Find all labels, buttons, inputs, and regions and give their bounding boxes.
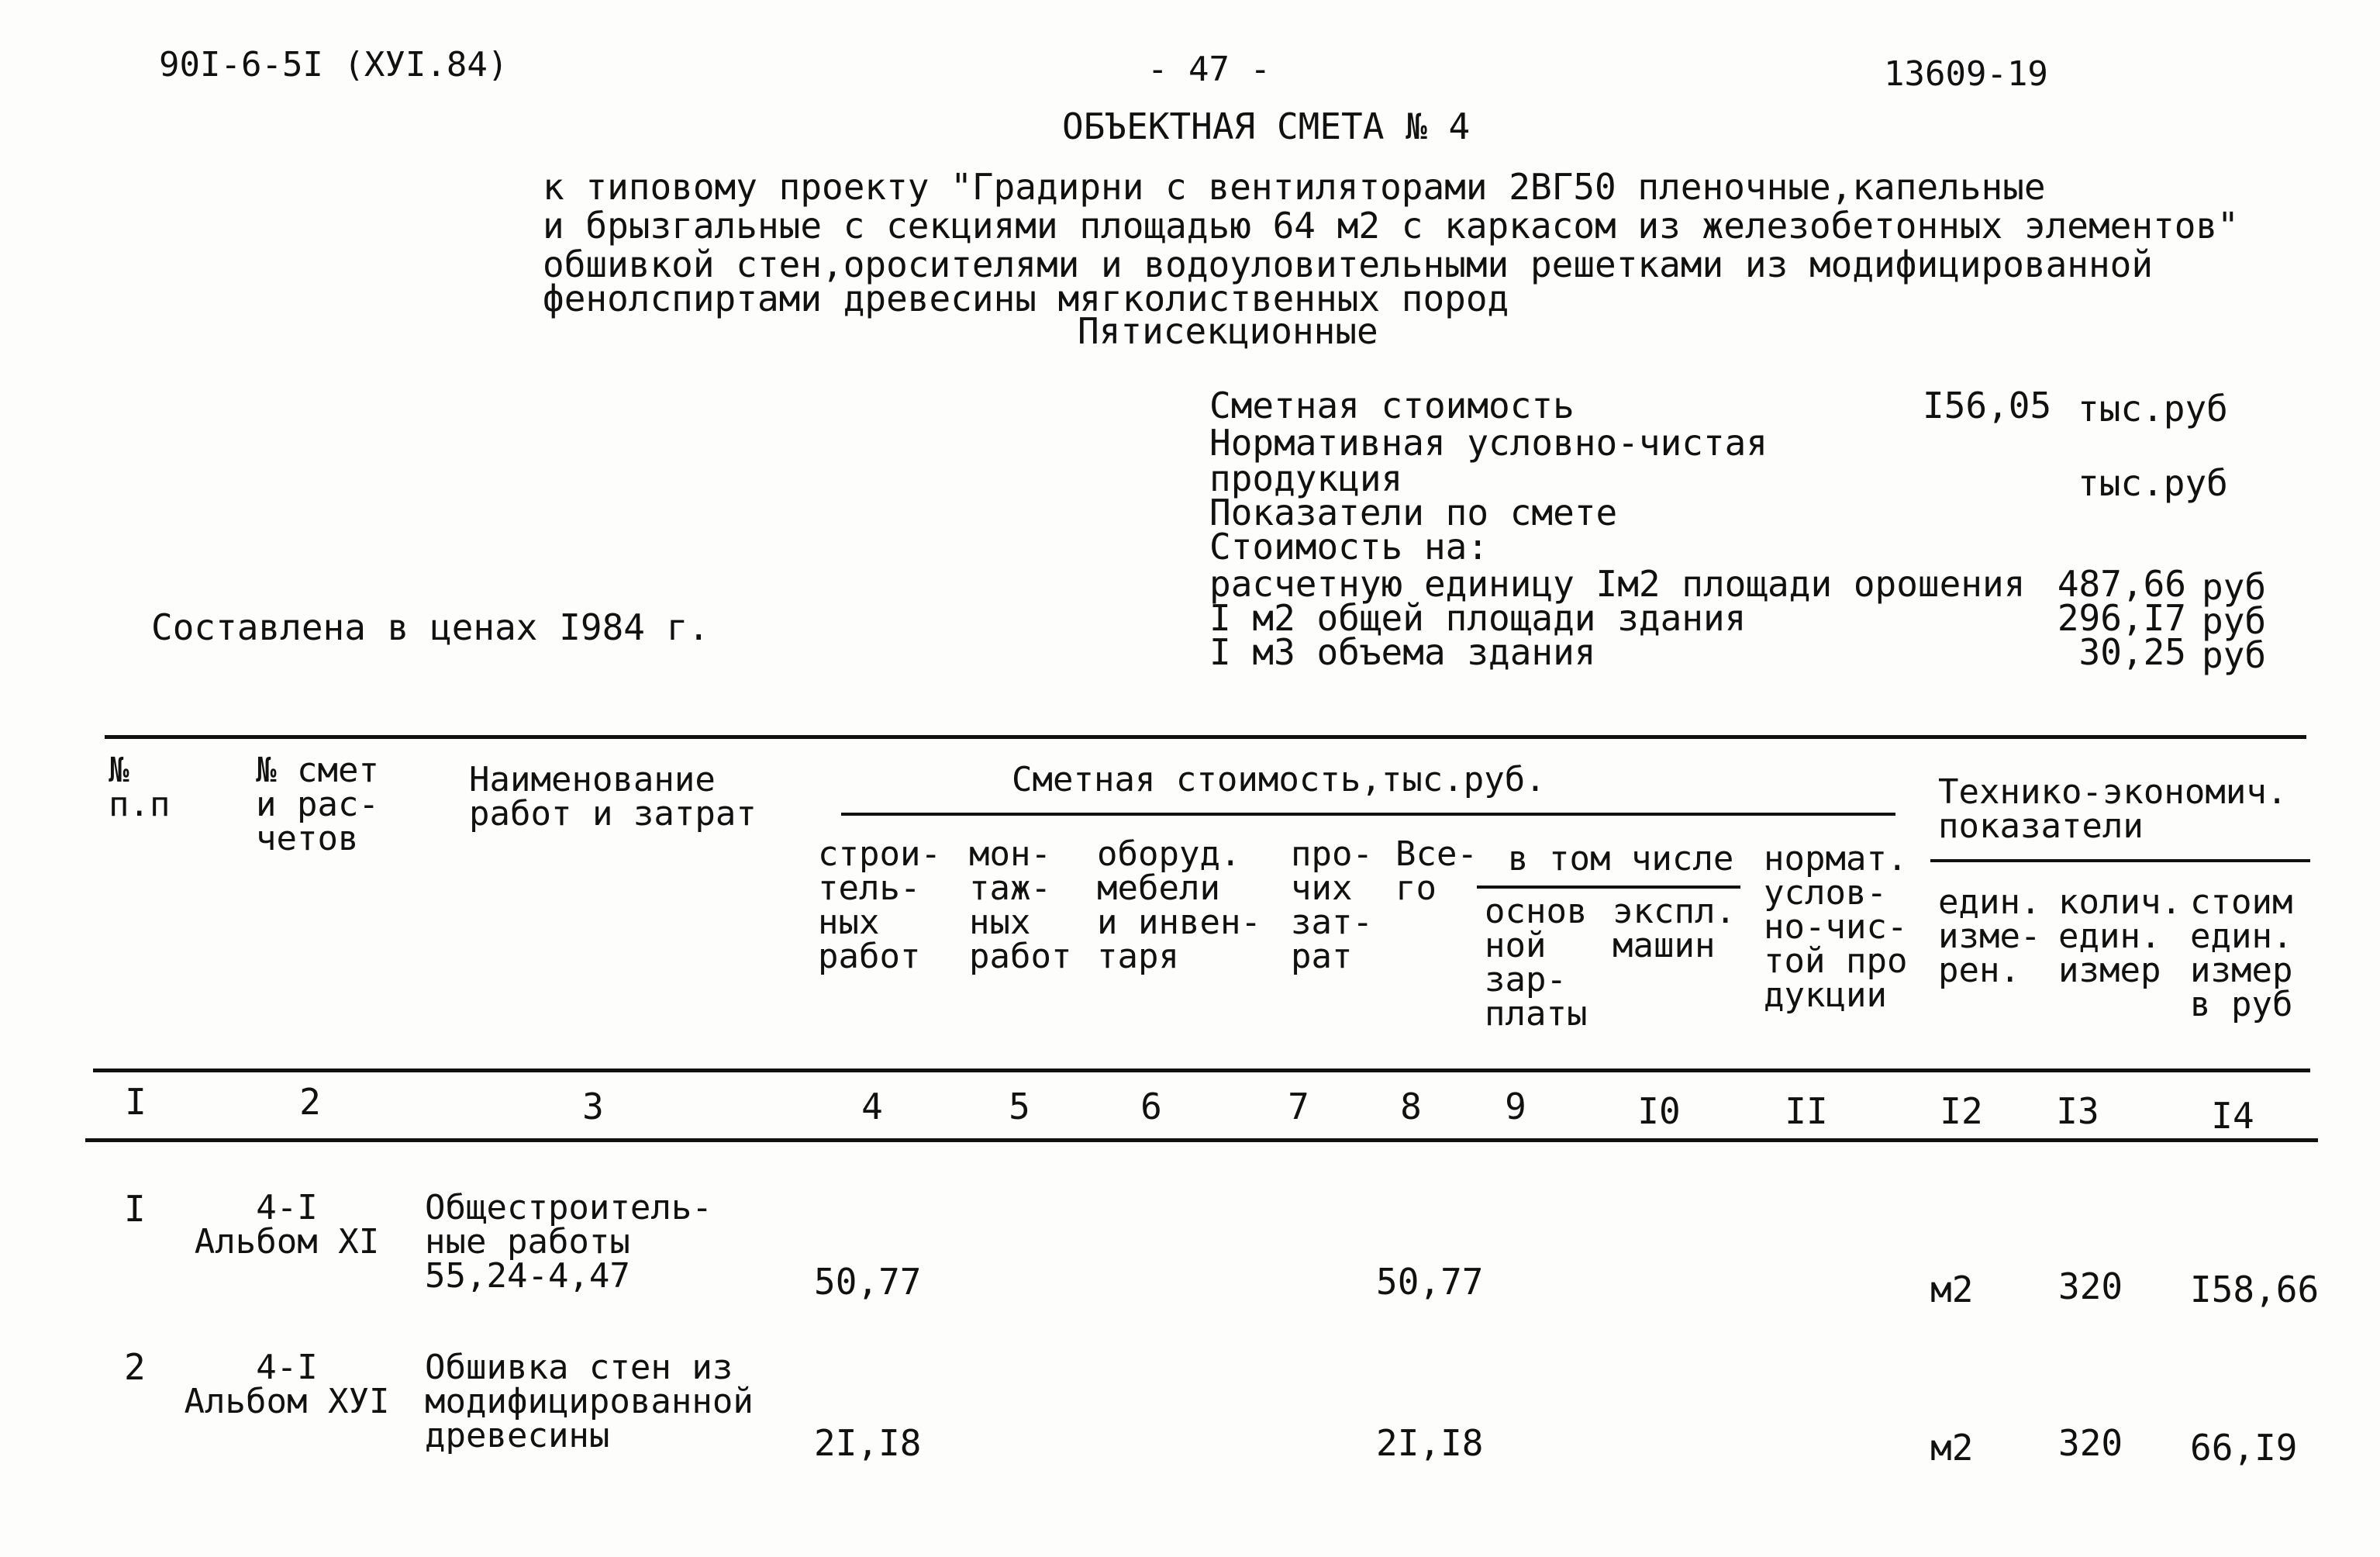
header-including: в том числе xyxy=(1508,839,1734,879)
indicator-label: I м3 объема здания xyxy=(1209,631,1596,673)
column-number: II xyxy=(1785,1090,1828,1132)
row-unit: м2 xyxy=(1930,1269,1974,1310)
row-estimate-ref: 4-I Альбом XI xyxy=(194,1188,380,1262)
header-quantity: колич. един. измер xyxy=(2058,882,2182,990)
header-row-number: № п.п xyxy=(109,751,171,824)
row-unit: м2 xyxy=(1930,1427,1974,1469)
row-number: 2 xyxy=(124,1346,146,1388)
table-top-rule xyxy=(105,735,2306,739)
row-quantity: 320 xyxy=(2058,1265,2123,1307)
indicator-label: I м2 общей площади здания xyxy=(1209,597,1747,639)
row-estimate-ref: 4-I Альбом XУI xyxy=(184,1348,390,1421)
column-number: I0 xyxy=(1637,1090,1681,1132)
indicator-value: 296,I7 xyxy=(2057,597,2186,639)
row-unit-cost: I58,66 xyxy=(2190,1269,2320,1310)
header-wages: основ ной зар- платы xyxy=(1485,892,1588,1034)
column-number: I4 xyxy=(2211,1095,2254,1137)
row-construction-cost: 2I,I8 xyxy=(814,1422,922,1464)
row-construction-cost: 50,77 xyxy=(814,1261,922,1303)
header-unit: един. изме- рен. xyxy=(1938,882,2041,990)
header-tech-group: Технико-экономич. показатели xyxy=(1938,772,2288,846)
column-number: 7 xyxy=(1288,1086,1309,1127)
column-number: 5 xyxy=(1009,1086,1030,1127)
header-installation: мон- таж- ных работ xyxy=(969,834,1072,976)
header-bottom-rule xyxy=(93,1068,2310,1072)
tech-group-rule xyxy=(1930,859,2310,862)
column-number: I2 xyxy=(1940,1090,1983,1132)
column-numbers-rule xyxy=(85,1138,2318,1142)
indicators-label: Показатели по смете xyxy=(1209,492,1618,533)
header-other: про- чих зат- рат xyxy=(1291,834,1373,976)
column-number: 8 xyxy=(1400,1086,1422,1127)
title-line-3: обшивкой стен,оросителями и водоуловительными решетками из модифицированной xyxy=(543,243,2154,285)
estimated-cost-label: Сметная стоимость xyxy=(1209,385,1575,426)
estimated-cost-unit: тыс.руб xyxy=(2078,388,2228,430)
column-number: 9 xyxy=(1505,1086,1526,1127)
cost-group-rule xyxy=(841,813,1895,816)
row-work-name: Общестроитель- ные работы 55,24-4,47 xyxy=(425,1188,712,1296)
header-machines: экспл. машин xyxy=(1613,892,1736,965)
document-title: ОБЪЕКТНАЯ СМЕТА № 4 xyxy=(1062,105,1471,147)
header-norm-product: нормат. услов- но-чис- той про дукции xyxy=(1764,839,1908,1015)
estimated-cost-value: I56,05 xyxy=(1923,385,2052,426)
indicator-unit: руб xyxy=(2202,634,2267,676)
indicator-value: 30,25 xyxy=(2078,631,2186,673)
row-total-cost: 2I,I8 xyxy=(1376,1422,1484,1464)
column-number: 2 xyxy=(299,1081,321,1123)
title-subtitle: Пятисекционные xyxy=(1078,310,1378,352)
title-line-1: к типовому проекту "Градирни с вентиляторами 2ВГ50 пленочные,капельные xyxy=(543,166,2046,208)
header-work-name: Наименование работ и затрат xyxy=(469,760,757,834)
row-work-name: Обшивка стен из модифицированной древесины xyxy=(425,1348,754,1455)
header-estimate-number: № смет и рас- четов xyxy=(256,751,379,858)
page-number: - 47 - xyxy=(1147,50,1271,89)
cost-per-label: Стоимость на: xyxy=(1209,526,1489,568)
title-line-2: и брызгальные с секциями площадью 64 м2 с каркасом из железобетонных элементов" xyxy=(543,205,2239,247)
indicator-value: 487,66 xyxy=(2057,563,2186,605)
row-number: I xyxy=(124,1188,146,1230)
header-total: Все- го xyxy=(1395,834,1478,908)
including-rule xyxy=(1477,886,1740,889)
column-number: I xyxy=(125,1081,147,1123)
column-number: I3 xyxy=(2056,1090,2099,1132)
normative-product-label-1: Нормативная условно-чистая xyxy=(1209,422,1768,464)
column-number: 3 xyxy=(582,1086,604,1127)
row-unit-cost: 66,I9 xyxy=(2190,1427,2298,1469)
indicator-unit: руб xyxy=(2202,566,2267,608)
header-equipment: оборуд. мебели и инвен- таря xyxy=(1097,834,1261,976)
indicator-label: расчетную единицу Iм2 площади орошения xyxy=(1209,563,2026,605)
row-total-cost: 50,77 xyxy=(1376,1261,1484,1303)
column-number: 4 xyxy=(861,1086,883,1127)
normative-product-label-2: продукция xyxy=(1209,457,1403,499)
prices-note: Составлена в ценах I984 г. xyxy=(151,606,710,648)
indicator-unit: руб xyxy=(2202,600,2267,642)
header-unit-cost: стоим един. измер в руб xyxy=(2190,882,2293,1024)
header-cost-group: Сметная стоимость,тыс.руб. xyxy=(1012,760,1546,799)
normative-product-unit: тыс.руб xyxy=(2078,462,2228,504)
title-line-4: фенолспиртами древесины мягколиственных пород xyxy=(543,278,1509,319)
header-construction: строи- тель- ных работ xyxy=(818,834,941,976)
reference-number: 13609-19 xyxy=(1884,54,2048,94)
column-number: 6 xyxy=(1140,1086,1162,1127)
row-quantity: 320 xyxy=(2058,1422,2123,1464)
document-code: 90I-6-5I (XУI.84) xyxy=(159,45,509,85)
